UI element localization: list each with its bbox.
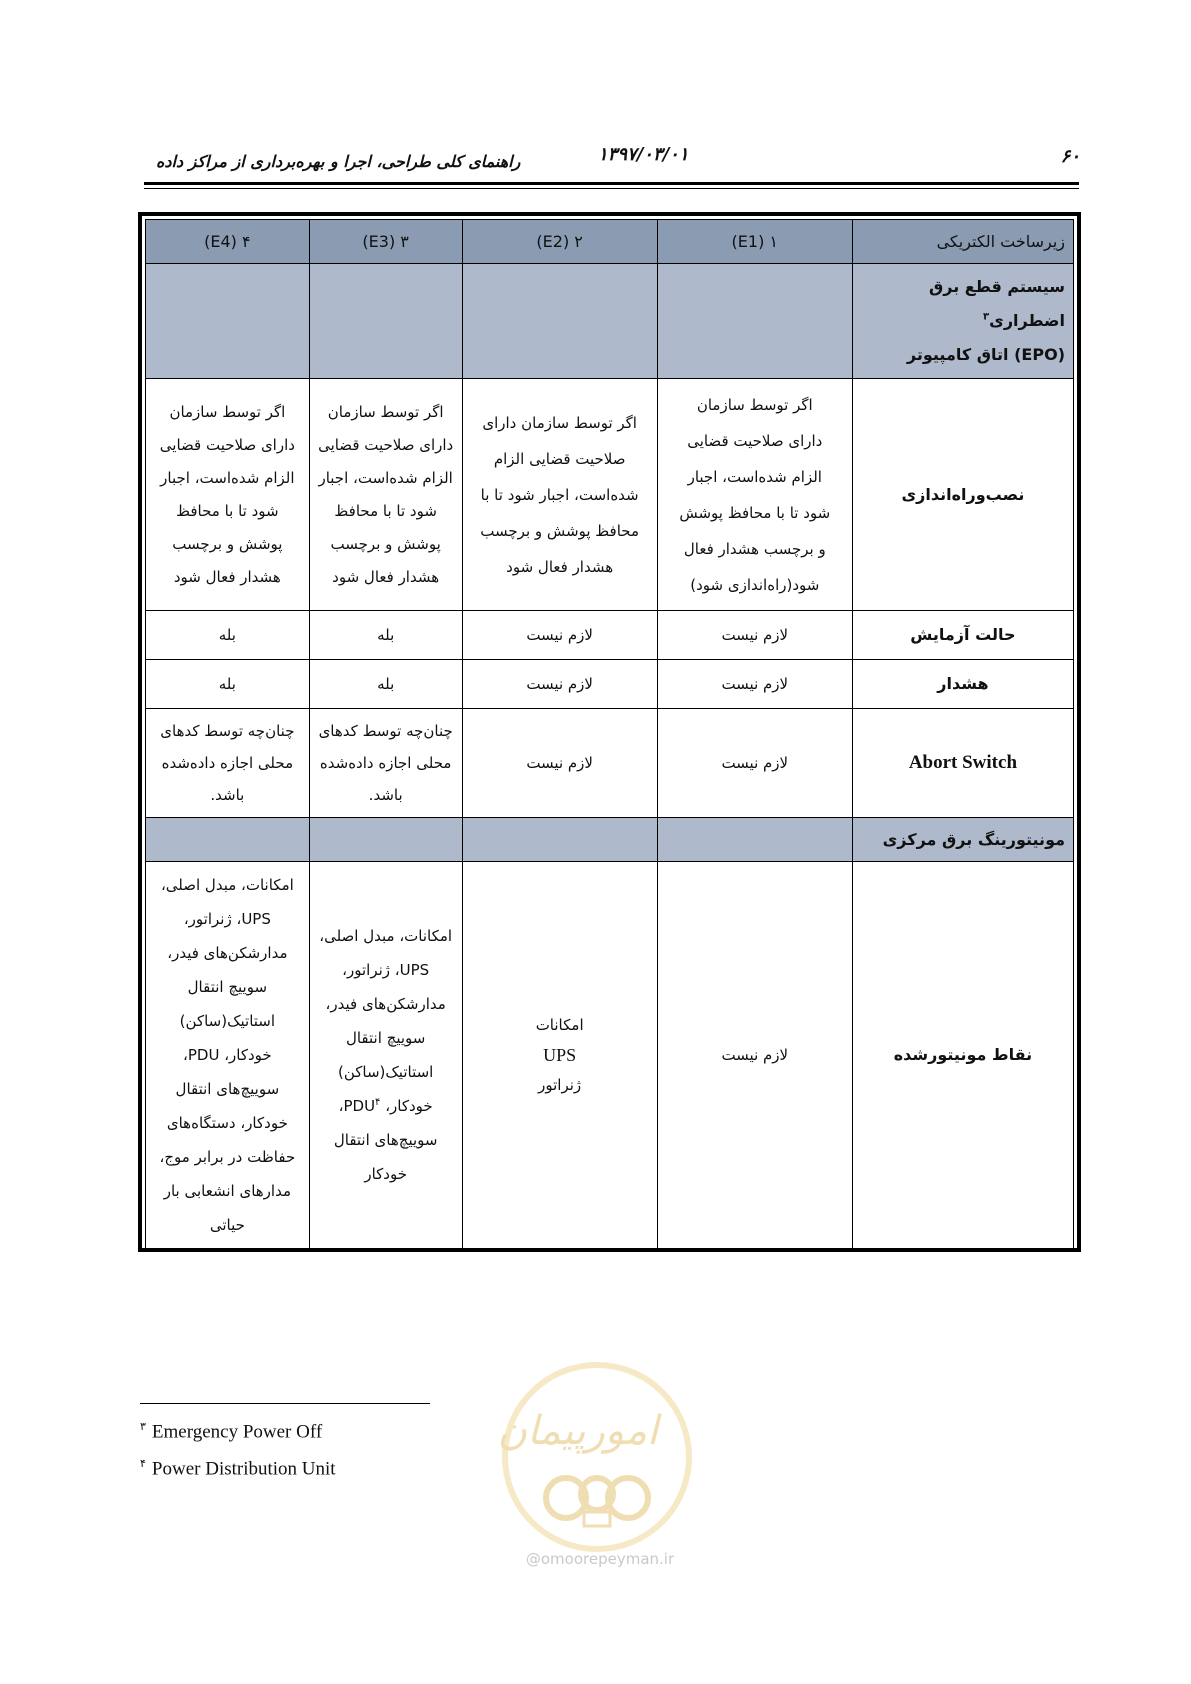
column-header: زیرساخت الکتریکی bbox=[852, 220, 1073, 264]
header-date: ۱۳۹۷/۰۳/۰۱ bbox=[598, 144, 689, 165]
footnote-mark: ۴ bbox=[375, 1097, 381, 1108]
table-row bbox=[146, 611, 1074, 660]
section-title bbox=[852, 264, 1073, 379]
table-row bbox=[146, 660, 1074, 709]
cell-e4: بله bbox=[146, 660, 310, 709]
cell-e4: بله bbox=[146, 611, 310, 660]
cell-e3 bbox=[309, 862, 462, 1249]
table-row bbox=[146, 862, 1074, 1249]
empty-cell bbox=[657, 818, 852, 862]
section-row-monitoring bbox=[146, 818, 1074, 862]
cell-e3: بله bbox=[309, 611, 462, 660]
cell-e2: لازم نیست bbox=[462, 611, 657, 660]
row-label: نقاط مونیتورشده bbox=[852, 862, 1073, 1249]
footnote-mark: ۳ bbox=[983, 311, 990, 323]
gears-icon bbox=[536, 1468, 658, 1528]
electrical-infrastructure-table bbox=[138, 212, 1081, 1252]
row-label: نصب‌وراه‌اندازی bbox=[852, 379, 1073, 611]
column-header: ۳ (E3) bbox=[309, 220, 462, 264]
cell-e1: لازم نیست bbox=[657, 709, 852, 818]
cell-e1: اگر توسط سازمان دارای صلاحیت قضایی الزام شده‌است، اجبار شود تا با محافظ پوشش و برچسب هشدار فعال شود(راه‌اندازی شود) bbox=[657, 379, 852, 611]
footnote bbox=[140, 1457, 336, 1480]
footnote-rule bbox=[140, 1403, 430, 1404]
empty-cell bbox=[309, 818, 462, 862]
header-rule-thin bbox=[144, 188, 1079, 189]
page-header bbox=[148, 140, 1080, 180]
epo-title: سیستم قطع برق اضطراری bbox=[928, 277, 1065, 330]
cell-text: ، سوییچ‌های انتقال خودکار bbox=[333, 1097, 438, 1183]
cell-e1: لازم نیست bbox=[657, 611, 852, 660]
footnote bbox=[140, 1420, 322, 1443]
row-label: هشدار bbox=[852, 660, 1073, 709]
cell-e3: اگر توسط سازمان دارای صلاحیت قضایی الزام شده‌است، اجبار شود تا با محافظ پوشش و برچسب هشدار فعال شود bbox=[309, 379, 462, 611]
empty-cell bbox=[462, 818, 657, 862]
cell-line: ژنراتور bbox=[538, 1076, 582, 1094]
epo-subtitle: (EPO) اتاق کامپیوتر bbox=[906, 345, 1065, 364]
cell-e3: چنان‌چه توسط کدهای محلی اجازه داده‌شده باشد. bbox=[309, 709, 462, 818]
cell-e2: لازم نیست bbox=[462, 709, 657, 818]
table-row bbox=[146, 709, 1074, 818]
footnote-text: Emergency Power Off bbox=[151, 1421, 323, 1443]
cell-e3: بله bbox=[309, 660, 462, 709]
watermark-site: @omoorepeyman.ir bbox=[525, 1550, 675, 1568]
page-number: ۶۰ bbox=[1060, 146, 1080, 167]
cell-e1: لازم نیست bbox=[657, 660, 852, 709]
cell-e1: لازم نیست bbox=[657, 862, 852, 1249]
cell-line: امکانات bbox=[535, 1016, 584, 1034]
column-header: ۴ (E4) bbox=[146, 220, 310, 264]
empty-cell bbox=[146, 818, 310, 862]
column-header: ۲ (E2) bbox=[462, 220, 657, 264]
empty-cell bbox=[657, 264, 852, 379]
cell-e2: اگر توسط سازمان دارای صلاحیت قضایی الزام شده‌است، اجبار شود تا با محافظ پوشش و برچسب هشدار فعال شود bbox=[462, 379, 657, 611]
logo-text: امورپیمان bbox=[497, 1408, 658, 1454]
footnote-mark: ۴ bbox=[140, 1458, 146, 1470]
cell-e2: لازم نیست bbox=[462, 660, 657, 709]
row-label: حالت آزمایش bbox=[852, 611, 1073, 660]
cell-e4: چنان‌چه توسط کدهای محلی اجازه داده‌شده باشد. bbox=[146, 709, 310, 818]
row-label: Abort Switch bbox=[852, 709, 1073, 818]
empty-cell bbox=[146, 264, 310, 379]
footnote-mark: ۳ bbox=[140, 1421, 146, 1433]
empty-cell bbox=[462, 264, 657, 379]
table-row bbox=[146, 379, 1074, 611]
column-header: ۱ (E1) bbox=[657, 220, 852, 264]
cell-e2 bbox=[462, 862, 657, 1249]
footnote-text: Power Distribution Unit bbox=[151, 1458, 336, 1480]
header-title: راهنمای کلی طراحی، اجرا و بهره‌برداری از مراکز داده bbox=[156, 152, 521, 171]
section-title: مونیتورینگ برق مرکزی bbox=[852, 818, 1073, 862]
cell-text: امکانات، مبدل اصلی، UPS، ژنراتور، مدارشکن‌های فیدر، سوییچ انتقال استاتیک(ساکن) خودکار، PDU bbox=[319, 927, 453, 1115]
header-rule bbox=[144, 182, 1079, 185]
table-header-row bbox=[146, 220, 1074, 264]
cell-line: UPS bbox=[543, 1045, 577, 1065]
cell-e4: اگر توسط سازمان دارای صلاحیت قضایی الزام شده‌است، اجبار شود تا با محافظ پوشش و برچسب هشدار فعال شود bbox=[146, 379, 310, 611]
empty-cell bbox=[309, 264, 462, 379]
section-row-epo bbox=[146, 264, 1074, 379]
watermark-logo bbox=[497, 1362, 692, 1552]
cell-e4: امکانات، مبدل اصلی، UPS، ژنراتور، مدارشکن‌های فیدر، سوییچ انتقال استاتیک(ساکن) خودکار، PDU، سوییچ‌های انتقال خودکار، دستگاه‌های حفاظت در برابر موج، مدارهای انشعابی بار حیاتی bbox=[146, 862, 310, 1249]
